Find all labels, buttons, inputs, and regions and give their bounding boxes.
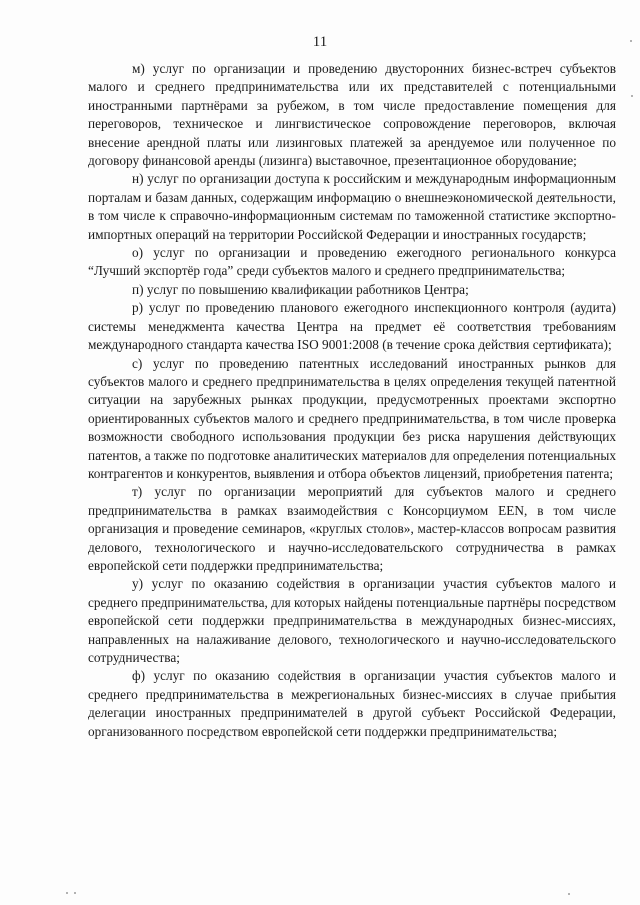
paragraph-m: м) услуг по организации и проведению двусторонних бизнес-встреч субъектов малого и среднего предпринимательства или их представителей с потенциальными иностранными партнёрами за рубежом, в том числе предоставление помещения для переговоров, техническое и лингвистическое сопровождение переговоров, включая внесение арендной платы или лизинговых платежей за арендуемое или полученное по договору финансовой аренды (лизинга) выставочное, презентационное оборудование; (88, 61, 616, 169)
paragraph-u: у) услуг по оказанию содействия в организации участия субъектов малого и среднего предпринимательства, для которых найдены потенциальные партнёры посредством европейской сети поддержки предпринимательства в международных бизнес-миссиях, направленных на налаживание делового, технологического и научно-исследовательского сотрудничества; (88, 576, 617, 665)
paragraph-r: р) услуг по проведению планового ежегодного инспекционного контроля (аудита) системы менеджмента качества Центра на предмет её соответствия требованиям международного стандарта качества ISO 9001:2008 (в течение срока действия сертификата); (88, 300, 616, 353)
paragraph-f: ф) услуг по оказанию содействия в организации участия субъектов малого и среднего предпринимательства в межрегиональных бизнес-миссиях в случае прибытия делегации иностранных предпринимателей в другой субъект Российской Федерации, организованного посредством европейской сети поддержки предпринимательства; (88, 668, 616, 739)
paragraph-n: н) услуг по организации доступа к российским и международным информационным порталам и базам данных, содержащим информацию о внешнеэкономической деятельности, в том числе к справочно-информационным системам по таможенной статистике экспортно-импортных операций на территории Российской Федерации и иностранных государств; (88, 171, 616, 242)
paragraph-t: т) услуг по организации мероприятий для субъектов малого и среднего предпринимательства в рамках взаимодействия с Консорциумом EEN, в том числе организация и проведение семинаров, «круглых столов», мастер-классов вопросам развития делового, технологического и научно-исследовательского сотрудничества в рамках европейской сети поддержки предпринимательства; (88, 484, 616, 573)
paragraph-s: с) услуг по проведению патентных исследований иностранных рынков для субъектов малого и среднего предпринимательства в целях определения текущей патентной ситуации на зарубежных рынках продукции, предусмотренных проектами экспортно ориентированных субъектов малого и среднего предпринимательства, в том числе проверка возможности свободного использования продукции без риска нарушения действующих патентов, а также по подготовке аналитических материалов для определения потенциальных контрагентов и конкурентов, выявления и отбора объектов лицензий, приобретения патента; (88, 355, 616, 481)
document-body (88, 60, 616, 741)
scan-speck (568, 893, 570, 895)
paragraph-o: о) услуг по организации и проведению ежегодного регионального конкурса “Лучший экспортёр года” среди субъектов малого и среднего предпринимательства; (88, 245, 616, 279)
paragraph-p: п) услуг по повышению квалификации работников Центра; (132, 281, 469, 297)
page-number: 11 (312, 34, 328, 50)
scan-speck (66, 892, 68, 894)
scan-speck (74, 892, 76, 894)
scan-speck (631, 95, 633, 97)
scan-speck (630, 40, 632, 42)
